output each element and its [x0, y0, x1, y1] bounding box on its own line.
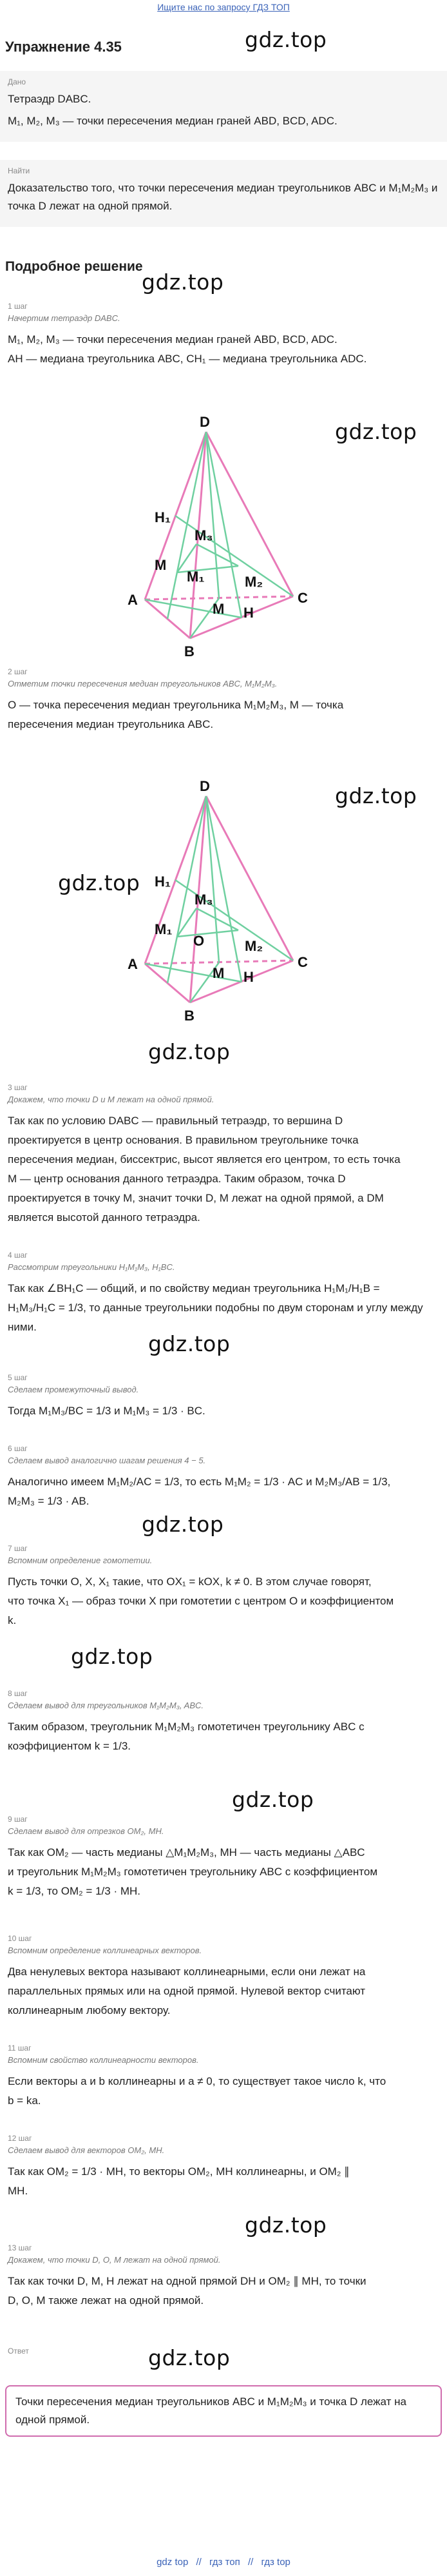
- find-label: Найти: [8, 166, 30, 175]
- label-m2: M₂: [245, 938, 263, 954]
- answer-box: Точки пересечения медиан треугольников ABC и M₁M₂M₃ и точка D лежат на одной прямой.: [5, 2385, 442, 2437]
- answer-section: [0, 2347, 447, 2437]
- label-c: C: [298, 590, 308, 606]
- step-10: [0, 1934, 447, 2021]
- step-line: Так как точки D, M, H лежат на одной прямой DH и OM₂ ∥ MH, то точки: [8, 2275, 366, 2287]
- step-label: 1 шаг: [8, 302, 28, 311]
- step-line: параллельных прямых или на одной прямой. Нулевой вектор считают: [8, 1985, 366, 1997]
- label-m3: M₃: [195, 892, 213, 908]
- step-5: [0, 1373, 447, 1421]
- label-m3: M₃: [195, 527, 213, 543]
- step-11: [0, 2044, 447, 2111]
- label-h1: H₁: [155, 509, 171, 525]
- footer: [0, 2557, 447, 2568]
- watermark: gdz.top: [245, 27, 327, 52]
- step-head: Сделаем вывод аналогично шагам решения 4 − 5.: [8, 1456, 206, 1465]
- step-line: O — точка пересечения медиан треугольника M₁M₂M₃, M — точка: [8, 699, 344, 711]
- step-head: Сделаем вывод для треугольников M₁M₂M₃, ABC.: [8, 1701, 204, 1710]
- step-line: D, O, M также лежат на одной прямой.: [8, 2294, 204, 2307]
- step-line: AH — медиана треугольника ABC, CH₁ — медиана треугольника ADC.: [8, 353, 367, 365]
- label-c: C: [298, 954, 308, 970]
- step-head: Докажем, что точки D, O, M лежат на одной прямой.: [8, 2255, 221, 2265]
- step-4: [0, 1251, 447, 1338]
- step-13: [0, 2243, 447, 2311]
- watermark: gdz.top: [142, 269, 224, 295]
- watermark: gdz.top: [232, 1787, 314, 1812]
- top-link[interactable]: Ищите нас по запросу ГДЗ ТОП: [157, 2, 290, 12]
- step-line: Если векторы a и b коллинеарны и a ≠ 0, то существует такое число k, что: [8, 2075, 386, 2087]
- solution-title: Подробное решение: [5, 259, 143, 274]
- label-b: B: [184, 1008, 195, 1024]
- label-h1: H₁: [155, 873, 171, 890]
- given-line: Тетраэдр DABC.: [8, 93, 91, 105]
- label-o: O: [193, 933, 205, 949]
- step-line: проектируется в центр основания. В правильном треугольнике точка: [8, 1134, 359, 1146]
- step-line: Пусть точки O, X, X₁ такие, что OX₁ = kOX, k ≠ 0. В этом случае говорят,: [8, 1576, 372, 1588]
- step-label: 4 шаг: [8, 1251, 28, 1260]
- step-head: Начертим тетраэдр DABC.: [8, 313, 120, 323]
- footer-sep: //: [247, 2557, 254, 2568]
- step-line: H₁M₃/H₁C = 1/3, то данные треугольники подобны по двум сторонам и углу между: [8, 1302, 423, 1314]
- step-line: Так как по условию DABC — правильный тетраэдр, то вершина D: [8, 1115, 343, 1127]
- label-a: A: [128, 592, 138, 608]
- watermark: gdz.top: [148, 1331, 231, 1356]
- step-label: 7 шаг: [8, 1544, 28, 1553]
- step-head: Сделаем промежуточный вывод.: [8, 1385, 139, 1394]
- tetrahedron-diagram-2: [0, 777, 447, 1028]
- label-d: D: [200, 778, 210, 794]
- step-line: k.: [8, 1614, 17, 1626]
- step-12: [0, 2134, 447, 2201]
- footer-link[interactable]: гдз топ: [209, 2557, 240, 2568]
- given-line: M₁, M₂, M₃ — точки пересечения медиан граней ABD, BCD, ADC.: [8, 115, 338, 127]
- find-section: [0, 160, 447, 227]
- given-section: [0, 71, 447, 142]
- step-label: 10 шаг: [8, 1934, 32, 1943]
- step-9: [0, 1815, 447, 1902]
- watermark: gdz.top: [148, 2345, 231, 2370]
- step-line: M₁, M₂, M₃ — точки пересечения медиан граней ABD, BCD, ADC.: [8, 333, 338, 346]
- step-label: 12 шаг: [8, 2134, 32, 2143]
- step-line: k = 1/3, то OM₂ = 1/3 · MH.: [8, 1885, 140, 1897]
- label-h: H: [243, 605, 254, 621]
- step-line: Так как ∠BH₁C — общий, и по свойству медиан треугольника H₁M₁/H₁B =: [8, 1282, 380, 1294]
- step-head: Рассмотрим треугольники H₁M₁M₃, H₁BC.: [8, 1262, 175, 1272]
- step-line: коэффициентом k = 1/3.: [8, 1740, 131, 1752]
- step-line: b = ka.: [8, 2094, 41, 2107]
- watermark: gdz.top: [148, 1039, 231, 1064]
- step-2: [0, 667, 447, 735]
- step-label: 3 шаг: [8, 1083, 28, 1092]
- step-head: Вспомним определение коллинеарных векторов.: [8, 1946, 202, 1955]
- step-head: Сделаем вывод для отрезков OM₂, MH.: [8, 1826, 164, 1836]
- label-b: B: [184, 643, 195, 659]
- step-7: [0, 1544, 447, 1631]
- step-1: [0, 302, 447, 369]
- step-label: 9 шаг: [8, 1815, 28, 1824]
- watermark: gdz.top: [335, 419, 417, 444]
- watermark: gdz.top: [335, 783, 417, 808]
- label-m: M: [213, 965, 225, 981]
- step-line: и треугольник M₁M₂M₃ гомотетичен треугольнику ABC с коэффициентом: [8, 1866, 378, 1878]
- watermark: gdz.top: [245, 2212, 327, 2238]
- step-label: 13 шаг: [8, 2243, 32, 2252]
- step-6: [0, 1444, 447, 1512]
- step-head: Вспомним свойство коллинеарности векторов.: [8, 2055, 199, 2065]
- answer-label: Ответ: [8, 2347, 29, 2356]
- step-line: M — центр основания данного тетраэдра. Таким образом, точка D: [8, 1173, 346, 1185]
- median-dh: [206, 432, 242, 618]
- label-d: D: [200, 414, 210, 430]
- step-line: Тогда M₁M₃/BC = 1/3 и M₁M₃ = 1/3 · BC.: [8, 1405, 205, 1417]
- step-label: 2 шаг: [8, 667, 28, 676]
- label-m2: M₂: [245, 574, 263, 590]
- footer-link[interactable]: гдз top: [261, 2557, 290, 2568]
- step-label: 5 шаг: [8, 1373, 28, 1382]
- step-line: MH.: [8, 2185, 28, 2197]
- find-line: Доказательство того, что точки пересечения медиан треугольников ABC и M₁M₂M₃ и точка D лежат на одной прямой.: [8, 182, 438, 212]
- step-head: Сделаем вывод для векторов OM₂, MH.: [8, 2145, 165, 2155]
- label-m1: M₁: [155, 921, 173, 937]
- step-line: Так как OM₂ = 1/3 · MH, то векторы OM₂, MH коллинеарны, и OM₂ ∥: [8, 2165, 350, 2178]
- watermark: gdz.top: [58, 870, 140, 895]
- label-m: M: [155, 557, 167, 573]
- watermark: gdz.top: [142, 1512, 224, 1537]
- step-line: M₂M₃ = 1/3 · AB.: [8, 1495, 90, 1507]
- watermark: gdz.top: [71, 1644, 153, 1669]
- step-line: что точка X₁ — образ точки X при гомотетии с центром O и коэффициентом: [8, 1595, 394, 1607]
- step-head: Отметим точки пересечения медиан треугольников ABC, M₁M₂M₃.: [8, 679, 278, 688]
- page-title: Упражнение 4.35: [5, 39, 122, 55]
- label-a: A: [128, 956, 138, 972]
- step-3: [0, 1083, 447, 1228]
- label-m1: M₁: [187, 569, 205, 585]
- step-8: [0, 1689, 447, 1757]
- median-d-ac: [206, 432, 219, 598]
- median-d-ab: [167, 432, 206, 619]
- step-head: Вспомним определение гомотетии.: [8, 1556, 153, 1565]
- step-line: пересечения медиан треугольника ABC.: [8, 718, 214, 730]
- tetrahedron-diagram-1: [0, 413, 447, 664]
- step-line: ними.: [8, 1321, 37, 1333]
- edge-dc: [206, 432, 293, 596]
- step-line: коллинеарным любому вектору.: [8, 2004, 171, 2016]
- step-line: Аналогично имеем M₁M₂/AC = 1/3, то есть M₁M₂ = 1/3 · AC и M₂M₃/AB = 1/3,: [8, 1476, 391, 1488]
- step-line: Так как OM₂ — часть медианы △M₁M₂M₃, MH — часть медианы △ABC: [8, 1846, 365, 1859]
- footer-sep: //: [196, 2557, 202, 2568]
- step-label: 11 шаг: [8, 2044, 32, 2053]
- step-label: 8 шаг: [8, 1689, 28, 1698]
- step-head: Докажем, что точки D и M лежат на одной прямой.: [8, 1095, 214, 1104]
- step-line: пересечения медиан, биссектрис, высот является его центром, то есть точка: [8, 1153, 401, 1166]
- step-line: Таким образом, треугольник M₁M₂M₃ гомотетичен треугольнику ABC с: [8, 1721, 365, 1733]
- given-label: Дано: [8, 77, 26, 86]
- step-label: 6 шаг: [8, 1444, 28, 1453]
- footer-link[interactable]: gdz top: [157, 2557, 189, 2568]
- step-line: проектируется в точку M, значит точки D, M лежат на одной прямой, а DM: [8, 1192, 384, 1204]
- label-m-center: M: [213, 601, 225, 617]
- step-line: Два ненулевых вектора называют коллинеарными, если они лежат на: [8, 1966, 366, 1978]
- step-line: является высотой данного тетраэдра.: [8, 1211, 200, 1224]
- label-h: H: [243, 969, 254, 985]
